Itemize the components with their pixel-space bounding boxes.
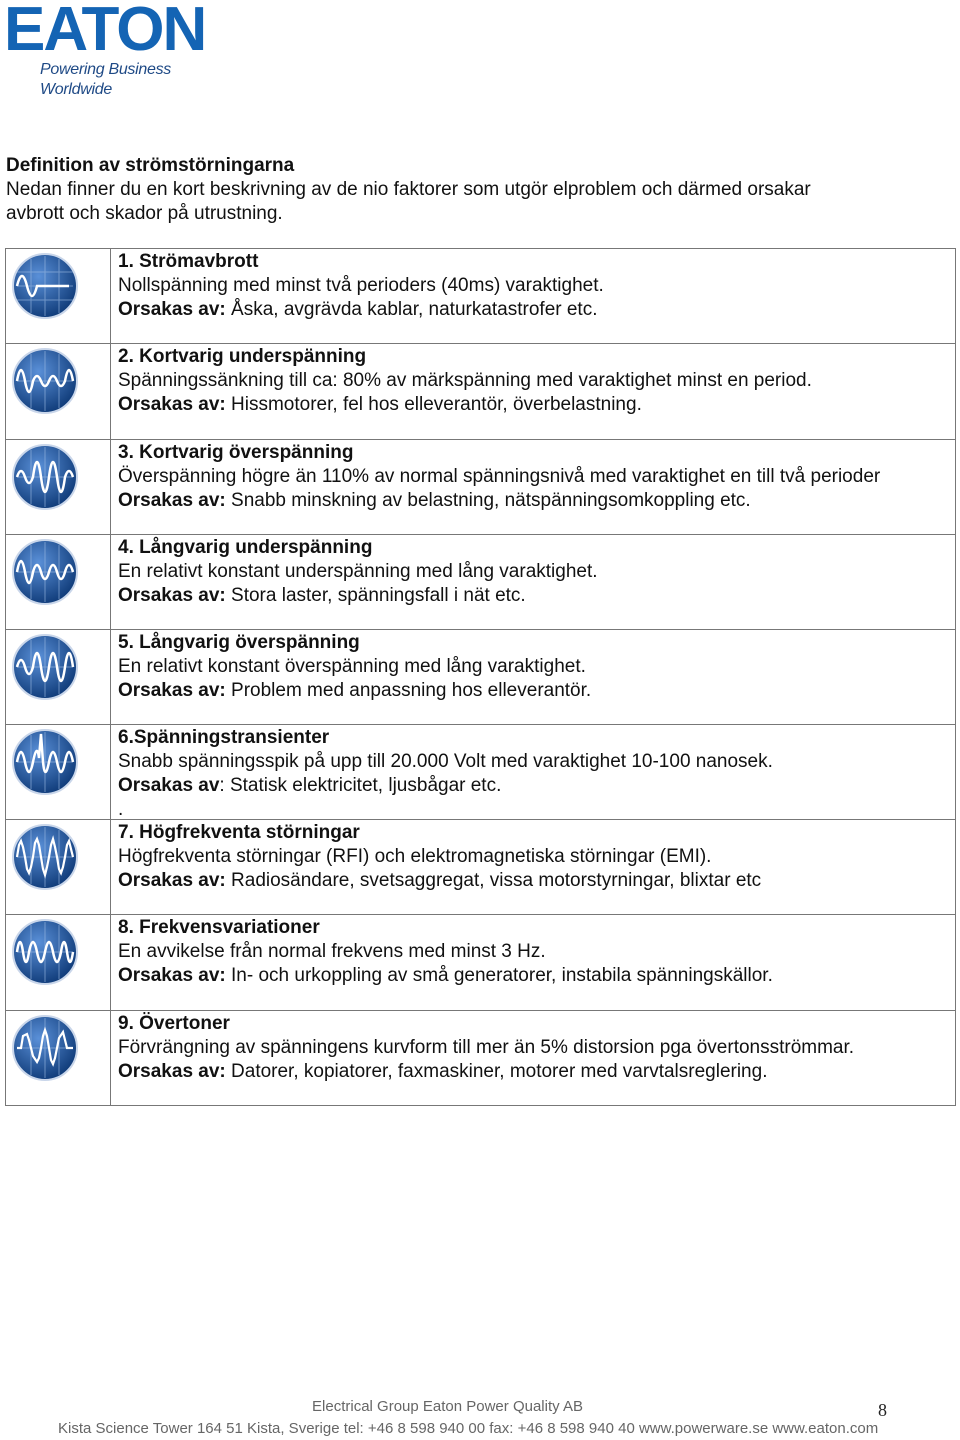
table-row	[6, 535, 955, 630]
item-cause	[118, 298, 953, 322]
logo-wordmark: EATON	[4, 0, 206, 64]
item-cause	[118, 1060, 953, 1084]
page-heading: Definition av strömstörningarna	[6, 155, 295, 176]
cause-label: Orsakas av:	[118, 299, 226, 320]
item-description: En relativt konstant underspänning med lång varaktighet.	[118, 561, 598, 582]
page-number: 8	[878, 1400, 887, 1420]
table-row	[6, 820, 955, 915]
footer-address: Kista Science Tower 164 51 Kista, Sverige tel: +46 8 598 940 00 fax: +46 8 598 940 40 www.powerware.se www.eaton.com	[58, 1420, 879, 1437]
overvoltage-wave-icon	[11, 633, 79, 701]
item-description: Nollspänning med minst två perioders (40ms) varaktighet.	[118, 275, 604, 296]
cause-label: Orsakas av:	[118, 680, 226, 701]
item-title: 3. Kortvarig överspänning	[118, 442, 354, 463]
item-cause	[118, 964, 953, 988]
item-cause	[118, 584, 953, 608]
cause-label: Orsakas av:	[118, 490, 226, 511]
item-cause	[118, 774, 953, 798]
cause-text: Snabb minskning av belastning, nätspänningsomkoppling etc.	[225, 490, 751, 511]
row-text	[118, 821, 953, 893]
item-title: 8. Frekvensvariationer	[118, 917, 320, 938]
item-description: Snabb spänningsspik på upp till 20.000 Volt med varaktighet 10-100 nanosek.	[118, 751, 773, 772]
item-title: 5. Långvarig överspänning	[118, 632, 360, 653]
row-text	[118, 441, 953, 513]
item-title: 7. Högfrekventa störningar	[118, 822, 360, 843]
cause-text: Stora laster, spänningsfall i nät etc.	[225, 585, 526, 606]
cause-label: Orsakas av	[118, 775, 220, 796]
intro-line-2: avbrott och skador på utrustning.	[6, 203, 283, 224]
item-title: 9. Övertoner	[118, 1013, 230, 1034]
footer-company: Electrical Group Eaton Power Quality AB	[312, 1398, 583, 1415]
item-title: 6.Spänningstransienter	[118, 727, 330, 748]
intro-line-1: Nedan finner du en kort beskrivning av de nio faktorer som utgör elproblem och därmed orsakar	[6, 179, 811, 200]
table-row	[6, 630, 955, 725]
sag-wave-icon	[11, 347, 79, 415]
row-text	[118, 726, 953, 822]
harmonic-wave-icon	[11, 1014, 79, 1082]
noise-wave-icon	[11, 823, 79, 891]
item-description: Högfrekventa störningar (RFI) och elektromagnetiska störningar (EMI).	[118, 846, 712, 867]
cause-text: Åska, avgrävda kablar, naturkatastrofer etc.	[225, 299, 598, 320]
table-row	[6, 344, 955, 440]
cause-text: Hissmotorer, fel hos elleverantör, överbelastning.	[225, 394, 642, 415]
item-description: Förvrängning av spänningens kurvform till mer än 5% distorsion pga övertonsströmmar.	[118, 1037, 855, 1058]
item-cause	[118, 393, 953, 417]
row-text	[118, 250, 953, 322]
item-description: En relativt konstant överspänning med lång varaktighet.	[118, 656, 586, 677]
disturbance-table	[5, 248, 956, 1106]
item-title: 1. Strömavbrott	[118, 251, 259, 272]
table-row	[6, 249, 955, 344]
row-text	[118, 345, 953, 417]
eaton-logo	[4, 0, 244, 98]
item-title: 2. Kortvarig underspänning	[118, 346, 367, 367]
cause-label: Orsakas av:	[118, 394, 226, 415]
item-cause	[118, 489, 953, 513]
outage-wave-icon	[11, 252, 79, 320]
undervoltage-wave-icon	[11, 538, 79, 606]
cause-text: Problem med anpassning hos elleverantör.	[225, 680, 592, 701]
table-row	[6, 440, 955, 535]
row-text	[118, 1012, 953, 1084]
item-extra: .	[118, 799, 124, 820]
table-row	[6, 725, 955, 820]
item-cause	[118, 679, 953, 703]
cause-text: : Statisk elektricitet, ljusbågar etc.	[219, 775, 502, 796]
cause-text: Datorer, kopiatorer, faxmaskiner, motorer med varvtalsreglering.	[225, 1061, 768, 1082]
cause-text: Radiosändare, svetsaggregat, vissa motorstyrningar, blixtar etc	[225, 870, 762, 891]
item-description: En avvikelse från normal frekvens med minst 3 Hz.	[118, 941, 546, 962]
row-text	[118, 631, 953, 703]
transient-wave-icon	[11, 728, 79, 796]
cause-label: Orsakas av:	[118, 965, 226, 986]
frequency-wave-icon	[11, 918, 79, 986]
item-title: 4. Långvarig underspänning	[118, 537, 373, 558]
surge-wave-icon	[11, 443, 79, 511]
intro-section	[6, 154, 946, 226]
logo-tagline: Powering Business Worldwide	[40, 61, 171, 98]
item-description: Spänningssänkning till ca: 80% av märkspänning med varaktighet minst en period.	[118, 370, 812, 391]
row-text	[118, 536, 953, 608]
item-cause	[118, 869, 953, 893]
table-row	[6, 1011, 955, 1106]
cause-label: Orsakas av:	[118, 1061, 226, 1082]
item-description: Överspänning högre än 110% av normal spänningsnivå med varaktighet en till två perioder	[118, 466, 881, 487]
cause-label: Orsakas av:	[118, 870, 226, 891]
cause-label: Orsakas av:	[118, 585, 226, 606]
table-row	[6, 915, 955, 1011]
row-text	[118, 916, 953, 988]
cause-text: In- och urkoppling av små generatorer, instabila spänningskällor.	[225, 965, 773, 986]
